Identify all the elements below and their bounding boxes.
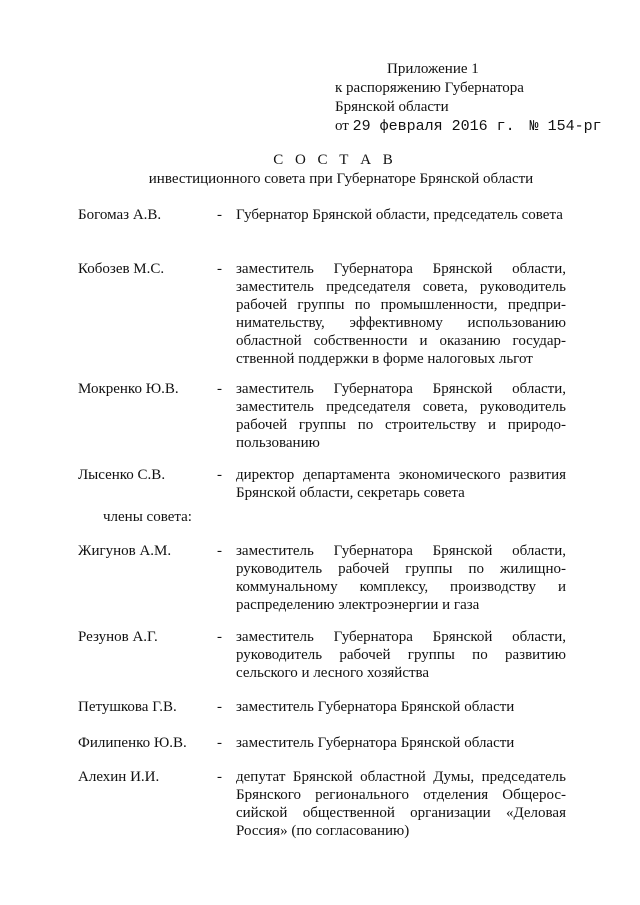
member-position: заместитель Губернатора Брянской области [236, 699, 515, 715]
separator-dash: - [217, 207, 222, 223]
document-subtitle: инвестиционного совета при Губернаторе Брянской области [148, 171, 534, 187]
member-position: заместитель Губернатора Брянской области, руководитель рабочей группы по жилищно-коммунальному комплексу, производству и распределению электроэнергии и газа [236, 543, 566, 613]
member-position: депутат Брянской областной Думы, председатель Брянского регионального отделения Общерос-сийской общественной организации «Деловая Россия» (по согласованию) [236, 769, 566, 839]
member-position: заместитель Губернатора Брянской области, руководитель рабочей группы по развитию сельского и лесного хозяйства [236, 629, 566, 681]
member-position: заместитель Губернатора Брянской области, заместитель председателя совета, руководитель рабочей группы по промышленности, предпри-нимательству, эффективному использованию областной собственности и оказанию государ-ственной поддержки в форме налоговых льгот [236, 261, 566, 367]
appendix-block [335, 60, 602, 136]
separator-dash: - [217, 543, 222, 559]
appendix-region: Брянской области [335, 99, 449, 115]
member-name: Лысенко С.В. [78, 467, 166, 483]
document-number: № 154-рг [529, 118, 602, 135]
separator-dash: - [217, 735, 222, 751]
member-position: директор департамента экономического развития Брянской области, секретарь совета [236, 467, 566, 501]
member-name: Кобозев М.С. [78, 261, 165, 277]
appendix-order-ref: к распоряжению Губернатора [335, 80, 524, 96]
member-name: Резунов А.Г. [78, 629, 158, 645]
separator-dash: - [217, 467, 222, 483]
members-label: члены совета: [103, 509, 192, 525]
document-title: С О С Т А В [273, 152, 397, 168]
member-name: Алехин И.И. [78, 769, 160, 785]
member-name: Филипенко Ю.В. [78, 735, 187, 751]
document-date: 29 февраля 2016 г. [352, 118, 515, 135]
appendix-date-line [335, 117, 602, 136]
member-name: Петушкова Г.В. [78, 699, 177, 715]
member-position: заместитель Губернатора Брянской области [236, 735, 515, 751]
separator-dash: - [217, 261, 222, 277]
appendix-title: Приложение 1 [387, 61, 479, 77]
separator-dash: - [217, 629, 222, 645]
separator-dash: - [217, 769, 222, 785]
separator-dash: - [217, 381, 222, 397]
member-name: Мокренко Ю.В. [78, 381, 179, 397]
member-name: Богомаз А.В. [78, 207, 162, 223]
separator-dash: - [217, 699, 222, 715]
date-prefix: от [335, 118, 349, 134]
member-position: заместитель Губернатора Брянской области, заместитель председателя совета, руководитель рабочей группы по строительству и природо-пользованию [236, 381, 566, 451]
member-name: Жигунов А.М. [78, 543, 172, 559]
member-position: Губернатор Брянской области, председатель совета [236, 207, 563, 223]
